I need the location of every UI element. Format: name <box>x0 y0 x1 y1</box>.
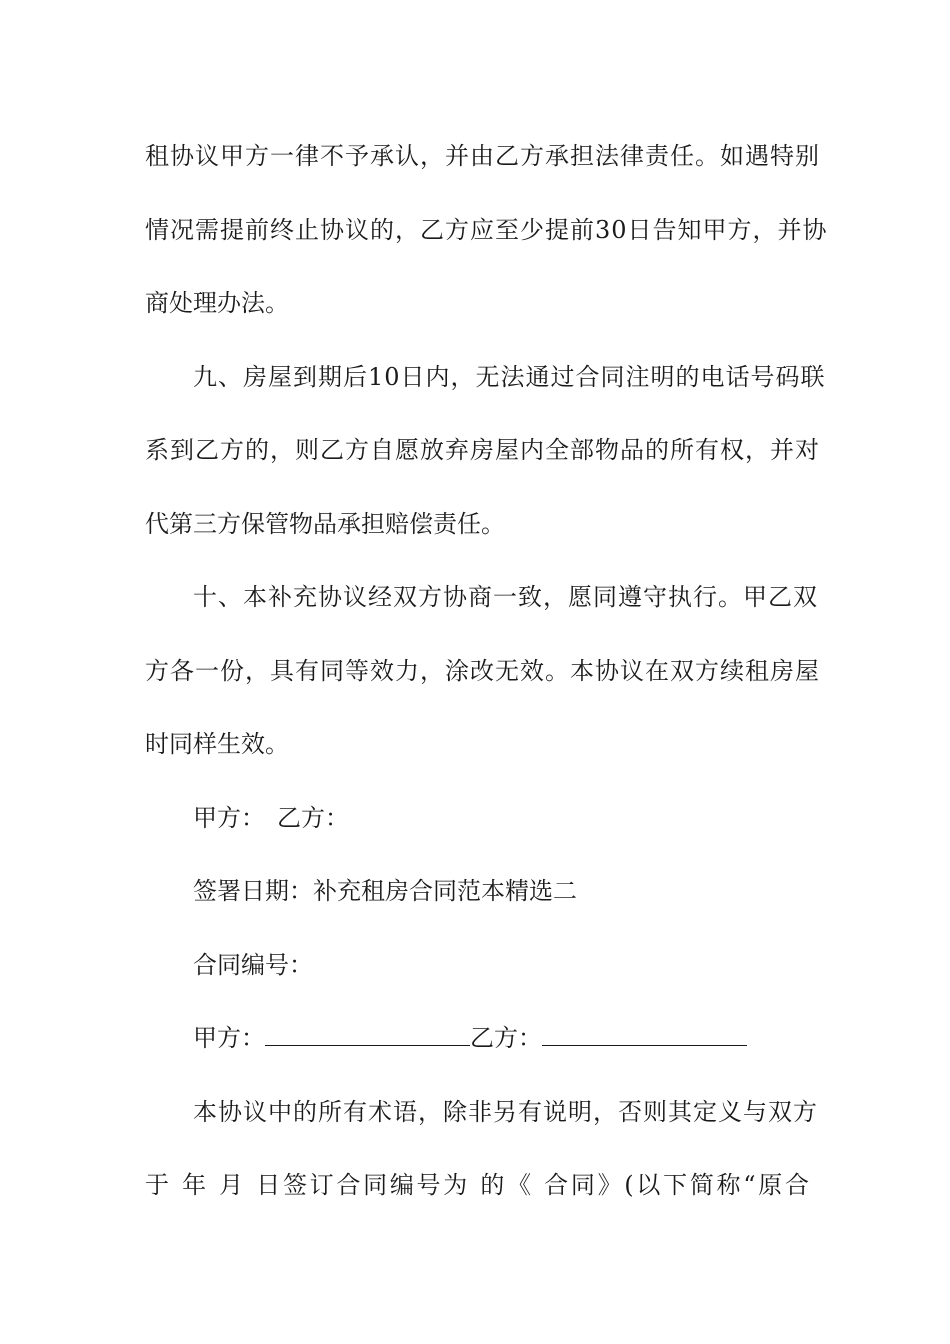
contract-number-line: 合同编号： <box>193 950 313 979</box>
party-b-blank <box>542 1023 747 1046</box>
text-line: 商处理办法。 <box>145 289 289 317</box>
party-a-blank <box>265 1023 470 1046</box>
document-body <box>145 120 828 1223</box>
signature-parties-line: 甲方： 乙方： <box>193 803 349 832</box>
text-line: 租协议甲方一律不予承认，并由乙方承担法律责任。如遇特别 <box>145 142 820 170</box>
clause-ten-line: 十、本补充协议经双方协商一致，愿同遵守执行。甲乙双 <box>193 583 818 611</box>
text-line: 代第三方保管物品承担赔偿责任。 <box>145 509 505 538</box>
party-fill-line <box>145 1002 810 1076</box>
clause-nine-line: 九、房屋到期后10日内，无法通过合同注明的电话号码联 <box>193 362 826 391</box>
text-line: 情况需提前终止协议的，乙方应至少提前30日告知甲方，并协 <box>145 215 828 244</box>
text-line: 方各一份，具有同等效力，涂改无效。本协议在双方续租房屋 <box>145 656 820 685</box>
text-line: 系到乙方的，则乙方自愿放弃房屋内全部物品的所有权，并对 <box>145 436 820 464</box>
signing-date-line: 签署日期：补充租房合同范本精选二 <box>193 877 577 905</box>
text-line: 于 年 月 日签订合同编号为 的《 合同》(以下简称“原合 <box>145 1171 810 1199</box>
text-line: 时同样生效。 <box>145 730 289 758</box>
text-line: 本协议中的所有术语，除非另有说明，否则其定义与双方 <box>193 1097 818 1126</box>
party-a-label: 甲方： <box>193 1024 265 1052</box>
party-b-label: 乙方： <box>470 1024 542 1052</box>
